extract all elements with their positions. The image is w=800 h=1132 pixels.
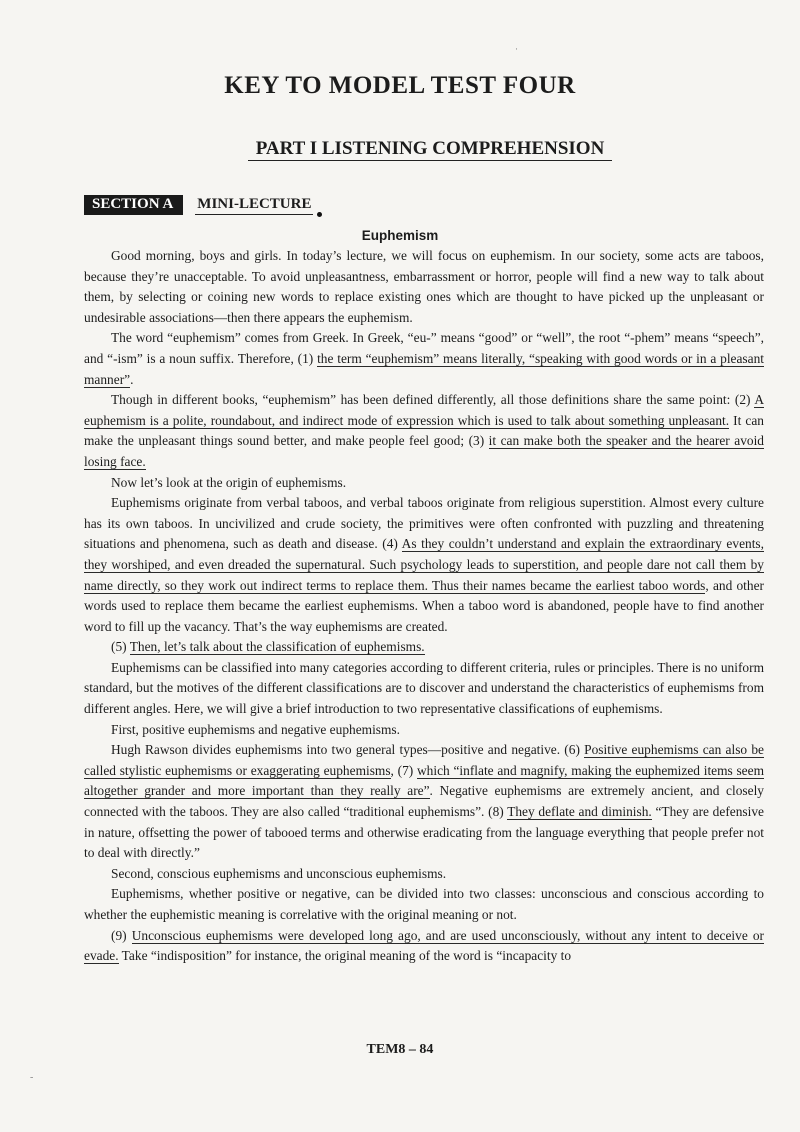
underlined-answer: Unconscious euphemisms were developed long ago, and are used unconsciously, without any intent to deceive or evade.: [84, 927, 765, 964]
part-heading: [0, 138, 800, 160]
text-segment: , (7): [390, 762, 417, 778]
bullet-dot-icon: [317, 212, 322, 217]
text-segment: Euphemisms can be classified into many categories according to different criteria, rules or principles. There is no uniform standard, but the motives of the different classifications are to discover and understand the characteristics of euphemisms from different angles. Here, we will give a brief introduction to two representative classifications of euphemisms.: [84, 659, 764, 717]
text-segment: (5): [111, 639, 130, 655]
paragraph: [84, 390, 764, 472]
text-segment: Though in different books, “euphemism” has been defined differently, all those definitions share the same point: (2): [111, 392, 755, 408]
paragraph: [84, 637, 764, 658]
page-number: TEM8 – 84: [366, 1042, 434, 1057]
text-segment: Good morning, boys and girls. In today’s lecture, we will focus on euphemism. In our society, some acts are taboos, because they’re unacceptable. To avoid unpleasantness, embarrassment or horror, people will find a new way to talk about them, by selecting or coining new words to replace existing ones which are thought to have picked up the unpleasant or undesirable associations—then there appears the euphemism.: [84, 248, 764, 325]
text-segment: “They are defensive in nature, offsetting the power of tabooed terms and otherwise eradicating from the language everything that people prefer not to deal with directly.”: [84, 804, 764, 861]
scan-mark: -: [30, 1072, 34, 1083]
lecture-title: Euphemism: [361, 228, 439, 243]
section-badge: SECTION A: [84, 195, 183, 215]
text-segment: It can make the unpleasant things sound better, and make people feel good; (3): [84, 412, 764, 449]
section-heading: [84, 195, 322, 215]
underlined-answer: Positive euphemisms can also be called stylistic euphemisms or exaggerating euphemisms: [84, 742, 764, 778]
text-segment: (9): [111, 927, 132, 943]
paragraph: [84, 658, 764, 720]
page-title: KEY TO MODEL TEST FOUR: [224, 72, 576, 99]
text-segment: , and other words used to replace them became the earliest euphemisms. When a taboo word is abandoned, people have to find another word to fill up the vacancy. That’s the way euphemisms are created.: [84, 577, 765, 634]
text-segment: Take “indisposition” for instance, the original meaning of the word is “incapacity to: [118, 948, 572, 964]
underlined-answer: Then, let’s talk about the classification of euphemisms.: [129, 639, 425, 655]
paragraph: [84, 926, 764, 967]
paragraph: [84, 493, 764, 637]
underlined-answer: As they couldn’t understand and explain the extraordinary events, they worshiped, and even dreaded the supernatural. Such psychology leads to superstition, and people dare not call them by name directly, so they work out indirect terms to replace them. Thus their names became the earliest taboo words: [84, 536, 764, 593]
text-segment: The word “euphemism” comes from Greek. In Greek, “eu-” means “good” or “well”, the root “-phem” means “speech”, and “-ism” is a noun suffix. Therefore, (1): [84, 330, 764, 366]
section-name: MINI-LECTURE: [195, 196, 313, 215]
underlined-answer: which “inflate and magnify, making the euphemized items seem altogether grander and more important than they really are”: [84, 762, 764, 799]
paragraph: [84, 740, 764, 864]
text-segment: Now let’s look at the origin of euphemisms.: [111, 474, 347, 490]
paragraph: [84, 884, 764, 925]
paragraph: [84, 864, 764, 885]
scan-mark: ·: [515, 44, 518, 54]
text-segment: Euphemisms, whether positive or negative, can be divided into two classes: unconscious and conscious according to whether the euphemistic meaning is correlative with the original meaning or not.: [84, 886, 764, 922]
underlined-answer: A euphemism is a polite, roundabout, and indirect mode of expression which is used to talk about something unpleasant.: [84, 392, 764, 428]
text-segment: First, positive euphemisms and negative euphemisms.: [111, 721, 400, 737]
paragraph: [84, 328, 764, 390]
text-segment: .: [130, 371, 134, 387]
paragraph: [84, 720, 764, 741]
underlined-answer: it can make both the speaker and the hearer avoid losing face.: [84, 433, 764, 469]
text-segment: . Negative euphemisms are extremely ancient, and closely connected with the taboos. They are also called “traditional euphemisms”. (8): [84, 783, 764, 820]
paragraph: [84, 473, 764, 494]
part-heading-text: PART I LISTENING COMPREHENSION: [248, 138, 613, 161]
underlined-answer: the term “euphemism” means literally, “speaking with good words or in a pleasant manner”: [84, 350, 764, 387]
lecture-body: [84, 246, 764, 967]
text-segment: Second, conscious euphemisms and unconscious euphemisms.: [111, 865, 447, 881]
text-segment: Euphemisms originate from verbal taboos, and verbal taboos originate from religious superstition. Almost every culture has its own taboos. In uncivilized and crude society, the primitives were often confronted with puzzling and threatening situations and phenomena, such as death and disease. (4): [84, 495, 764, 552]
text-segment: Hugh Rawson divides euphemisms into two general types—positive and negative. (6): [111, 742, 585, 758]
underlined-answer: They deflate and diminish.: [507, 804, 652, 820]
paragraph: [84, 246, 764, 328]
